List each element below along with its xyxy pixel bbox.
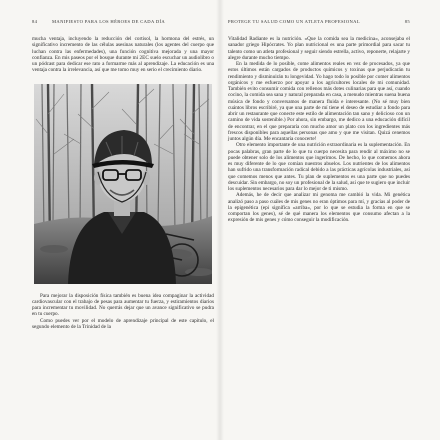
right-page-number: 85 — [404, 19, 410, 24]
left-page-number: 84 — [32, 19, 38, 24]
left-paragraph-3: Como puedes ver por el modelo de aprendizaje principal de este capítulo, el segundo elemento de la Trinidad de la — [32, 317, 214, 330]
right-page — [220, 0, 440, 440]
right-paragraph-3: Otro elemento importante de una nutrición extraordinaria es la suplementación. En pocas palabras, gran parte de lo que tu cuerpo necesita para rendir al máximo no se puede obtener solo de los alimentos que ingerimos. De hecho, lo que comemos ahora es muy diferente de lo que comían nuestros abuelos. Los nutrientes de los alimentos han sufrido una transformación radical debido a las prácticas agrícolas industriales, así que comemos menos que antes. Tu plan de suplementos es una parte que no puedes descuidar. Sin embargo, no soy un profesional de la salud, así que te sugiero que incluir los suplementos necesarios para dar lo mejor de ti mismo. — [228, 142, 410, 192]
right-running-title: PROTEGE TU SALUD COMO UN ATLETA PROFESIONAL — [228, 19, 360, 24]
left-paragraph-1: mucha ventaja, incluyendo la reducción del cortisol, la hormona del estrés, un significativo incremento de las células asesinas naturales (los agentes del cuerpo que luchan contra las enfermedades), una función cognitiva mejorada y una mayor confianza. En mis paseos por el bosque durante mi 2EC suelo escuchar un audiolibro o un pódcast para dedicar ese rato a formarme más al aprendizaje. La educación es una ventaja contra la irrelevancia, así que me tomo muy en serio el crecimiento diario. — [32, 36, 214, 74]
right-paragraph-2: En la medida de lo posible, come alimentos reales en vez de procesados, ya que estos últimos están cargados de productos químicos y toxinas que perjudicarán tu rendimiento y disminuirán tu longevidad. Yo hago todo lo posible por comer alimentos orgánicos y me esfuerzo por apoyar a los agricultores locales de mi comunidad. También evito consumir comida con rellenos más dotes culinarias para que así, cuando cocino, la comida sea sana y natural preparada en casa, a menudo mientras suena buena música de fondo y conversamos de manera fluida e interesante. (No sé muy bien cuántos libros escribiré, ya que una parte de mí tiene el deseo de estudiar a fondo para abrir un restaurante que conecte este estilo de alimentación tan sano y delicioso con un camino de vida sostenible.) Por ahora, sin embargo, me dedico a una educación difícil de encontrar, en el que prepararía con mucho amor un plato con los ingredientes más frescos disponibles para aquellas personas que amo y que me visitan. Quizá cenemos juntos algún día. Me encantaría conocerte! — [228, 61, 410, 142]
right-paragraph-4: Además, he de decir que analizar mi genoma me cambió la vida. Mi genética analizó paso a paso cuáles de mis genes no eran óptimos para mí, y gracias al poder de la epigenética (epi significa «arriba», por lo que se estudia la forma en que se comportan los genes), sé de qué manera los elementos que consumo afectan a la expresión de mis genes y cómo conseguir la modificación. — [228, 192, 410, 224]
forest-photo-illustration — [34, 84, 212, 284]
forest-photo — [34, 84, 212, 284]
right-paragraph-1: Vitalidad Radiante es la nutrición. «Que la comida sea la medicina», aconsejaba el sanador griego Hipócrates. Yo plan nutricional es una parte primordial para sacar tu talento como un atleta profesional y seguir siendo estrella, activo, reponerte, relajarte y alegre durante mucho tiempo. — [228, 36, 410, 61]
left-running-title: MANIFIESTO PARA LOS HÉROES DE CADA DÍA — [52, 19, 166, 24]
left-paragraph-2: Para mejorar la disposición física también es buena idea compaginar la actividad cardiovascular con el trabajo de pesas para aumentar tu fuerza, y estiramientos diarios para incrementar tu movilidad. No querrás dejar que un avance significativo se pudra en tu cuerpo. — [32, 292, 214, 318]
